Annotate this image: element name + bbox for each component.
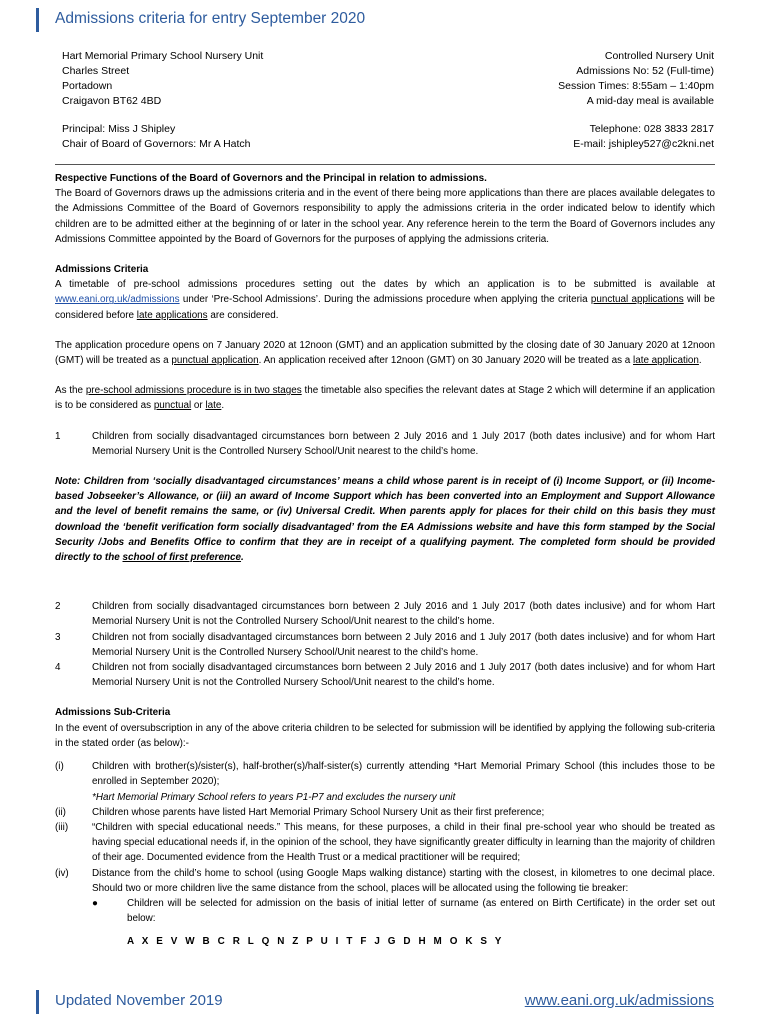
subcriteria-intro: In the event of oversubscription in any of the above criteria children to be selected for submission will be identified by applying the following sub-criteria in the stated order (as below):-: [55, 722, 715, 749]
tie-breaker-bullet: [55, 896, 715, 926]
subcriterion-number: (iv): [55, 867, 69, 879]
criteria-paragraph-2: The application procedure opens on 7 January 2020 at 12noon (GMT) and an application submitted by the closing date of 30 January 2020 at 12noon (GMT) will be treated as a punctual application. An application received after 12noon (GMT) on 30 January 2020 will be treated as a late application.: [55, 339, 715, 367]
email: E-mail: jshipley527@c2kni.net: [573, 138, 714, 150]
criterion-1: [55, 429, 715, 459]
surname-letter-order: A X E V W B C R L Q N Z P U I T F J G D H M O K S Y: [127, 936, 504, 948]
school-address: [62, 49, 263, 109]
criterion-text: Children from socially disadvantaged circumstances born between 2 July 2016 and 1 July 2017 (both dates inclusive) and for whom Hart Memorial Nursery Unit is the Controlled Nursery School/Unit nearest to the child’s home.: [92, 430, 715, 457]
footer-updated: Updated November 2019: [55, 992, 223, 1009]
footer-accent-bar: [36, 990, 39, 1014]
info-line: Session Times: 8:55am – 1:40pm: [558, 80, 714, 92]
address-line: Portadown: [62, 80, 113, 92]
criteria-heading: Admissions Criteria: [55, 264, 149, 276]
criterion-number: 4: [55, 662, 61, 674]
criterion-4: [55, 660, 715, 690]
principal: Principal: Miss J Shipley: [62, 123, 176, 135]
subcriteria-heading: Admissions Sub-Criteria: [55, 707, 171, 719]
criterion-2: [55, 599, 715, 629]
address-line: Hart Memorial Primary School Nursery Unit: [62, 50, 264, 62]
school-contacts-left: [62, 122, 251, 152]
criterion-number: 1: [55, 430, 61, 442]
subcriterion-text: Children with brother(s)/sister(s), half-brother(s)/half-sister(s) currently attending *Hart Memorial Primary School (this includes those to be enrolled in September 2020);: [92, 761, 715, 788]
info-line: A mid-day meal is available: [586, 95, 714, 107]
criterion-number: 2: [55, 601, 61, 613]
subcriterion-text: Distance from the child’s home to school (using Google Maps walking distance) starting with the closest, in kilometres to one decimal place. Should two or more children live the same distance from the school, places will be allocated using the following tie breaker:: [92, 867, 715, 894]
header-divider: [55, 164, 715, 165]
address-line: Charles Street: [62, 65, 130, 77]
school-info: [558, 49, 714, 109]
subcriterion-number: (iii): [55, 821, 69, 833]
address-line: Craigavon BT62 4BD: [62, 95, 162, 107]
tie-breaker-text: Children will be selected for admission on the basis of initial letter of surname (as entered on Birth Certificate) in the order set out below:: [127, 897, 715, 925]
chair-of-governors: Chair of Board of Governors: Mr A Hatch: [62, 138, 251, 150]
criterion-number: 3: [55, 631, 61, 643]
subcriterion-text: Children whose parents have listed Hart Memorial Primary School Nursery Unit as their first preference;: [92, 806, 545, 818]
subcriterion-note: *Hart Memorial Primary School refers to years P1-P7 and excludes the nursery unit: [92, 791, 456, 803]
criteria-paragraph-1: A timetable of pre-school admissions procedures setting out the dates by which an application is to be submitted is available at www.eani.org.uk/admissions under ‘Pre-School Admissions’. During the admissions procedure when applying the criteria punctual applications will be considered before late applications are considered.: [55, 279, 715, 321]
school-contacts-right: [573, 122, 714, 152]
criteria-paragraph-3: As the pre-school admissions procedure is in two stages the timetable also specifies the relevant dates at Stage 2 which will determine if an application is to be considered as punctual or late.: [55, 385, 715, 412]
disadvantaged-note: Note: Children from ‘socially disadvantaged circumstances’ means a child whose parent is in receipt of (i) Income Support, or (ii) Income-based Jobseeker’s Allowance, or (iii) an award of Income Support which has been converted into an Employment and Support Allowance and the level of benefit remains the same, or (iv) Universal Credit. When parents apply for places for their child on this basis they must download the ‘benefit verification form socially disadvantaged’ from the EA Admissions website and have this form stamped by the Social Security /Jobs and Benefits Office to confirm that they are in receipt of a qualifying payment. The completed form should be provided directly to the school of first preference.: [55, 476, 715, 564]
subcriterion-text: “Children with special educational needs.” This means, for these purposes, a child in their final pre-school year who should be treated as having special educational needs if, in the opinion of the school, they have significantly greater difficulty in learning than the majority of children of their age. Documented evidence from the Health Trust or a medical practitioner will be required;: [92, 821, 715, 864]
criterion-text: Children not from socially disadvantaged circumstances born between 2 July 2016 and 1 July 2017 (both dates inclusive) and for whom Hart Memorial Nursery Unit is the Controlled Nursery School/Unit nearest to the child’s home.: [92, 631, 715, 658]
telephone: Telephone: 028 3833 2817: [589, 123, 714, 135]
functions-text: The Board of Governors draws up the admissions criteria and in the event of there being more applications than there are places available delegates to the Admissions Committee of the Board of Governors responsibility to apply the admissions criteria in the order indicated below to identify which children are to be admitted either at the beginning of or later in the school year. Any reference herein to the term the Board of Governors includes any Admissions Committee appointed by the Board of Governors for the purposes of applying the admissions criteria.: [55, 188, 715, 245]
document-body: [55, 171, 715, 950]
page-title: Admissions criteria for entry September 2020: [55, 10, 366, 27]
info-line: Admissions No: 52 (Full-time): [576, 65, 714, 77]
subcriterion-ii: [55, 805, 715, 820]
subcriterion-i: [55, 759, 715, 805]
info-line: Controlled Nursery Unit: [604, 50, 714, 62]
criterion-3: [55, 630, 715, 660]
subcriterion-number: (i): [55, 761, 64, 773]
footer-link[interactable]: www.eani.org.uk/admissions: [524, 992, 714, 1009]
criterion-text: Children from socially disadvantaged circumstances born between 2 July 2016 and 1 July 2017 (both dates inclusive) and for whom Hart Memorial Nursery Unit is not the Controlled Nursery School/Unit nearest to the child’s home.: [92, 601, 715, 628]
functions-heading: Respective Functions of the Board of Governors and the Principal in relation to admissions.: [55, 173, 487, 184]
header-accent-bar: [36, 8, 39, 32]
subcriterion-number: (ii): [55, 806, 66, 818]
bullet-icon: ●: [92, 897, 98, 909]
subcriterion-iv: [55, 866, 715, 896]
criterion-text: Children not from socially disadvantaged circumstances born between 2 July 2016 and 1 July 2017 (both dates inclusive) and for whom Hart Memorial Nursery Unit is not the Controlled Nursery School/Unit nearest to the child’s home.: [92, 662, 715, 689]
admissions-link[interactable]: www.eani.org.uk/admissions: [55, 294, 180, 306]
subcriterion-iii: [55, 820, 715, 866]
